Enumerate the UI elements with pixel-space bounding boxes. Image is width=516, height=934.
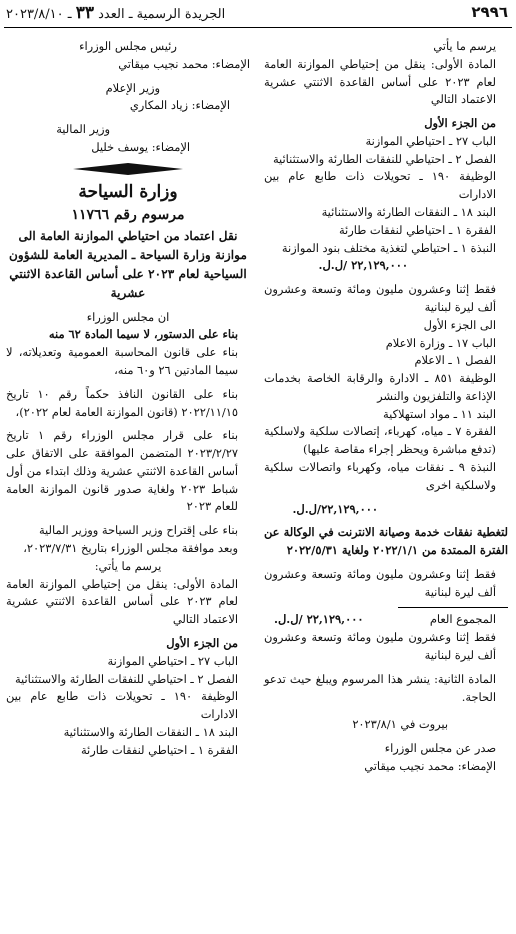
text-line: يرسم ما يأتي [433,39,496,53]
text-line: الوظيفة ١٩٠ ـ تحويلات ذات طابع عام بين الادارات [264,169,496,202]
article-one: المادة الأولى: ينقل من إحتياطي الموازنة العامة لعام ٢٠٢٣ على أساس القاعدة الاثنتي عشرية الاعتماد التالي [6,576,238,627]
text-line: البند ١١ ـ مواد استهلاكية [383,406,496,421]
text-line: النبذة ٩ ـ نفقات مياه، وكهرباء واتصالات سلكية ولاسلكية اخرى [264,459,496,492]
amount: ٢٢,١٢٩,٠٠٠/ل.ل. [292,501,378,516]
signatory-title: وزير الإعلام [105,80,160,95]
purpose-statement: لتغطية نفقات خدمة وصيانة الانترنت في الوكالة عن الفترة الممتدة من ٢٠٢٢/١/١ ولغاية ٢٠٢٢/٥/٣١ [264,525,508,558]
preamble-clause: وبعد موافقة مجلس الوزراء بتاريخ ٢٠٢٣/٧/٣١، [23,541,238,556]
preamble-clause: بناء على قرار مجلس الوزراء رقم ١ تاريخ ٢٠٢٣/٢/٢٧ المتضمن الموافقة على الاتفاق على أساس القاعدة الاثنتي عشرية وذلك ابتداء من أول شباط ٢٠٢٣ ولغاية صدور قانون الموازنة العامة للعام ٢٠٢٣ [6,428,238,514]
preamble-opening: ان مجلس الوزراء [86,309,170,324]
section-heading: من الجزء الأول [424,116,496,131]
preamble-clause: بناء على القانون النافذ حكماً رقم ١٠ تاريخ ٢٠٢٢/١١/١٥ (قانون الموازنة العامة لعام ٢٠٢٢)، [6,386,238,419]
text-line: الباب ١٧ ـ وزارة الاعلام [385,335,496,350]
issue-date: ـ ٢٠٢٣/٨/١٠ [6,7,72,22]
signature-line: الإمضاء: محمد نجيب ميقاتي [118,56,250,71]
text-line: الفصل ٢ ـ احتياطي للنفقات الطارئة والاستثنائية [272,151,496,166]
amount-in-words: فقط إثنا وعشرون مليون ومائة وتسعة وعشرون ألف ليرة لبنانية [264,282,496,314]
section-heading: من الجزء الأول [166,635,238,650]
decree-heading: نقل اعتماد من احتياطي الموازنة العامة الى موازنة وزارة السياحة ـ المديرية العامة للشؤون السياحية لعام ٢٠٢٣ على أساس القاعدة الاثنتي عشرية [8,229,247,300]
gazette-header-title [6,3,225,23]
text-line: الفقرة ١ ـ احتياطي لنفقات طارئة [338,222,496,237]
date-line: بيروت في ٢٠٢٣/٨/١ [352,717,448,732]
text-line: الباب ٢٧ ـ احتياطي الموازنة [365,133,496,148]
preamble-clause: بناء على إقتراح وزير السياحة ووزير المالية [38,523,238,538]
text-line: الفقرة ١ ـ احتياطي لنفقات طارئة [80,742,238,757]
issued-by: صدر عن مجلس الوزراء [384,741,496,756]
signatory-title: رئيس مجلس الوزراء [79,39,177,53]
amount-in-words: فقط إثنا وعشرون مليون ومائة وتسعة وعشرون ألف ليرة لبنانية [264,566,496,599]
decree-formula: يرسم ما يأتي: [94,558,162,573]
grand-total-label [264,611,508,629]
right-column [264,38,508,776]
text-line: الوظيفة ١٩٠ ـ تحويلات ذات طابع عام بين الادارات [6,689,238,722]
amount: ٢٢,١٢٩,٠٠٠ /ل.ل. [318,258,408,273]
preamble-clause: بناء على الدستور، لا سيما المادة ٦٢ منه [48,327,238,342]
text-line: الى الجزء الأول [423,317,496,332]
section-divider-ornament [6,163,250,175]
total-divider [398,607,508,608]
header-divider [4,27,512,28]
preamble-clause: بناء على قانون المحاسبة العمومية وتعديلاته، لا سيما المادتين ٢٦ و٦٠ منه، [6,345,238,377]
page-header [0,0,516,30]
text-line: الفصل ١ ـ الاعلام [414,353,496,368]
signature-line: الإمضاء: زياد المكاري [129,98,230,113]
grand-total-amount: ٢٢,١٢٩,٠٠٠ /ل.ل. [274,612,364,627]
left-column [6,38,250,759]
amount-in-words: فقط إثنا وعشرون مليون ومائة وتسعة وعشرون ألف ليرة لبنانية [264,630,496,662]
text-line: الفصل ٢ ـ احتياطي للنفقات الطارئة والاستثنائية [14,671,238,686]
text-line: النبذة ١ ـ احتياطي لتغذية مختلف بنود الموازنة [281,240,496,255]
gazette-title: الجريدة الرسمية ـ العدد [98,7,226,22]
text-line: البند ١٨ ـ النفقات الطارئة والاستثنائية [63,724,238,739]
text-line: الباب ٢٧ ـ احتياطي الموازنة [107,653,238,668]
signature-line: الإمضاء: محمد نجيب ميقاتي [364,758,496,773]
signature-line: الإمضاء: يوسف خليل [91,139,190,154]
signatory-title: وزير المالية [56,122,110,137]
issue-number: ٣٣ [75,3,94,23]
text-line: الفقرة ٧ ـ مياه، كهرباء، إتصالات سلكية ولاسلكية (تدفع مباشرة ويحظر إجراء مقاصة عليها) [264,424,496,457]
page-number: ٢٩٩٦ [471,3,508,21]
article-two: المادة الثانية: ينشر هذا المرسوم ويبلغ حيث تدعو الحاجة. [264,671,496,704]
grand-total-text: المجموع العام [429,612,496,627]
article-one: المادة الأولى: ينقل من إحتياطي الموازنة العامة لعام ٢٠٢٣ على أساس القاعدة الاثنتي عشرية الاعتماد التالي [264,56,496,107]
text-line: الوظيفة ٨٥١ ـ الادارة والرقابة الخاصة بخدمات الإذاعة والتلفزيون والنشر [264,371,496,403]
text-line: البند ١٨ ـ النفقات الطارئة والاستثنائية [321,205,496,220]
ministry-title: وزارة السياحة [78,181,178,202]
decree-number: مرسوم رقم ١١٧٦٦ [71,207,185,224]
